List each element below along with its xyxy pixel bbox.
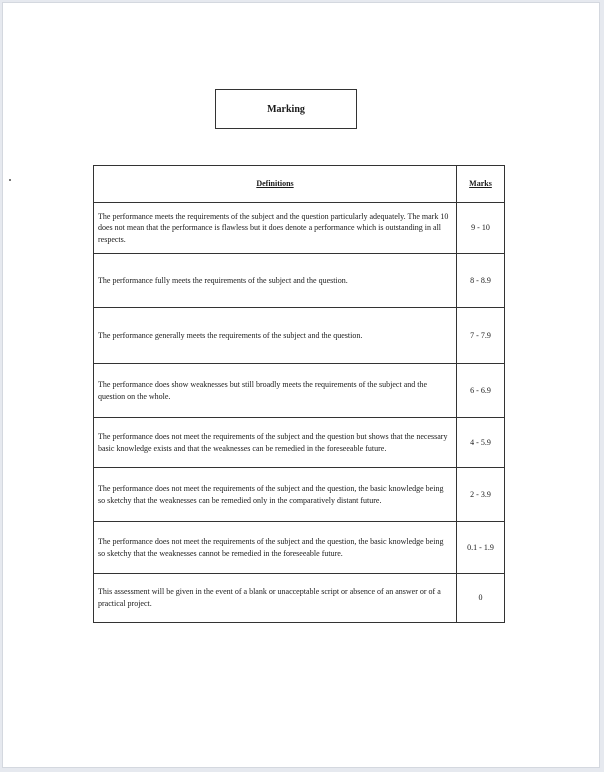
definitions-header: Definitions	[94, 166, 457, 203]
definition-cell: The performance meets the requirements of the subject and the question particularly adequately. The mark 10 does not mean that the performance is flawless but it does denote a performance which is outstanding in all respects.	[94, 203, 457, 254]
marks-cell: 6 - 6.9	[457, 364, 505, 418]
definition-cell: The performance does show weaknesses but still broadly meets the requirements of the subject and the question on the whole.	[94, 364, 457, 418]
table-row	[94, 468, 505, 522]
definition-cell: The performance generally meets the requirements of the subject and the question.	[94, 308, 457, 364]
table-row	[94, 308, 505, 364]
marks-cell: 8 - 8.9	[457, 254, 505, 308]
scan-speck	[9, 179, 11, 181]
table-row	[94, 254, 505, 308]
marks-cell: 4 - 5.9	[457, 418, 505, 468]
document-title: Marking	[215, 89, 357, 129]
marks-cell: 7 - 7.9	[457, 308, 505, 364]
marking-table	[93, 165, 505, 623]
table-row	[94, 574, 505, 623]
definition-cell: This assessment will be given in the event of a blank or unacceptable script or absence of an answer or of a practical project.	[94, 574, 457, 623]
definition-cell: The performance does not meet the requirements of the subject and the question, the basic knowledge being so sketchy that the weaknesses can be remedied only in the comparatively distant future.	[94, 468, 457, 522]
document-page	[2, 2, 600, 768]
marks-cell: 0.1 - 1.9	[457, 522, 505, 574]
table-row	[94, 418, 505, 468]
definition-cell: The performance does not meet the requirements of the subject and the question but shows that the necessary basic knowledge exists and that the weaknesses can be remedied in the foreseeable future.	[94, 418, 457, 468]
marks-header: Marks	[457, 166, 505, 203]
definition-cell: The performance does not meet the requirements of the subject and the question, the basic knowledge being so sketchy that the weaknesses cannot be remedied in the foreseeable future.	[94, 522, 457, 574]
table-row	[94, 203, 505, 254]
marks-cell: 2 - 3.9	[457, 468, 505, 522]
definition-cell: The performance fully meets the requirements of the subject and the question.	[94, 254, 457, 308]
table-row	[94, 364, 505, 418]
table-row	[94, 522, 505, 574]
marks-cell: 9 - 10	[457, 203, 505, 254]
table-header-row	[94, 166, 505, 203]
marks-cell: 0	[457, 574, 505, 623]
